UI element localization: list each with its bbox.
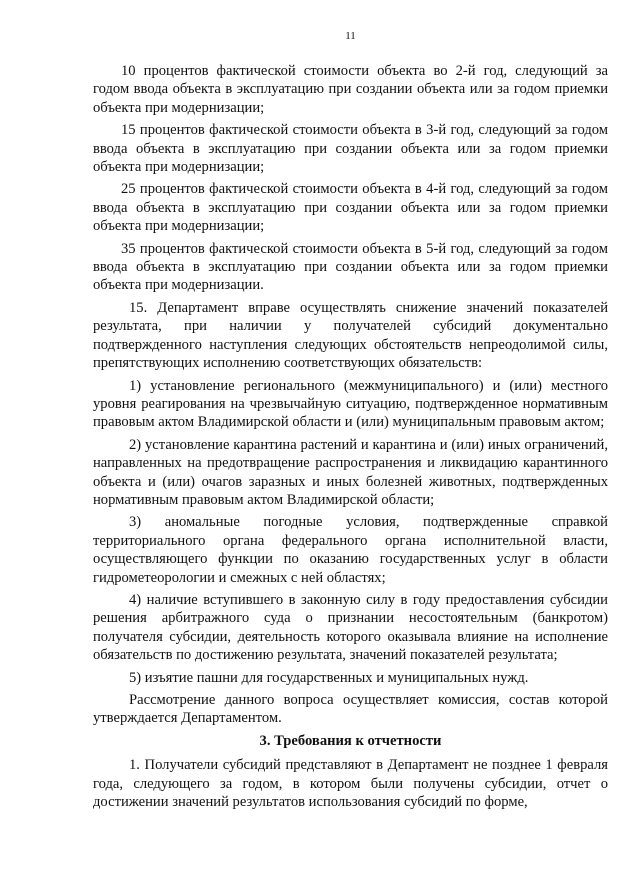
- paragraph-15-percent: 15 процентов фактической стоимости объекта в 3-й год, следующий за годом ввода объекта в эксплуатацию при создании объекта или за годом приемки объекта при модернизации;: [93, 122, 608, 176]
- document-body: [93, 62, 608, 811]
- paragraph-clause-15: 15. Департамент вправе осуществлять снижение значений показателей результата, при наличии у получателей субсидий документально подтвержденного наступления следующих обстоятельств непреодолимой силы, препятствующих исполнению соответствующих обязательств:: [93, 299, 608, 372]
- list-item-1: 1) установление регионального (межмуниципального) и (или) местного уровня реагирования на чрезвычайную ситуацию, подтвержденное нормативным правовым актом Владимирской области и (или) муниципальным правовым актом;: [93, 377, 608, 431]
- paragraph-reporting-1: 1. Получатели субсидий представляют в Департамент не позднее 1 февраля года, следующего за годом, в котором были получены субсидии, отчет о достижении значений результатов использования субсидий по форме,: [93, 757, 608, 811]
- list-item-4: 4) наличие вступившего в законную силу в году предоставления субсидии решения арбитражного суда о признании несостоятельным (банкротом) получателя субсидии, деятельность которого оказывала влияние на исполнение обязательств по достижению результата, значений показателей результата;: [93, 591, 608, 664]
- paragraph-commission: Рассмотрение данного вопроса осуществляет комиссия, состав которой утверждается Департаментом.: [93, 692, 608, 727]
- list-item-5: 5) изъятие пашни для государственных и муниципальных нужд.: [129, 669, 529, 686]
- paragraph-35-percent: 35 процентов фактической стоимости объекта в 5-й год, следующий за годом ввода объекта в эксплуатацию при создании объекта или за годом приемки объекта при модернизации.: [93, 240, 608, 294]
- paragraph-10-percent: 10 процентов фактической стоимости объекта во 2-й год, следующий за годом ввода объекта в эксплуатацию при создании объекта или за годом приемки объекта при модернизации;: [93, 63, 608, 116]
- section-heading: 3. Требования к отчетности: [259, 732, 442, 749]
- page-number: 11: [345, 30, 356, 42]
- list-item-3: 3) аномальные погодные условия, подтвержденные справкой территориального органа федерального органа исполнительной власти, осуществляющего функции по оказанию государственных услуг в области гидрометеорологии и смежных с ней областях;: [93, 514, 608, 586]
- list-item-2: 2) установление карантина растений и карантина и (или) иных ограничений, направленных на предотвращение распространения и ликвидацию карантинного объекта и (или) очагов заразных и иных болезней животных, подтвержденных нормативным правовым актом Владимирской области;: [93, 436, 608, 508]
- paragraph-25-percent: 25 процентов фактической стоимости объекта в 4-й год, следующий за годом ввода объекта в эксплуатацию при создании объекта или за годом приемки объекта при модернизации;: [93, 181, 608, 235]
